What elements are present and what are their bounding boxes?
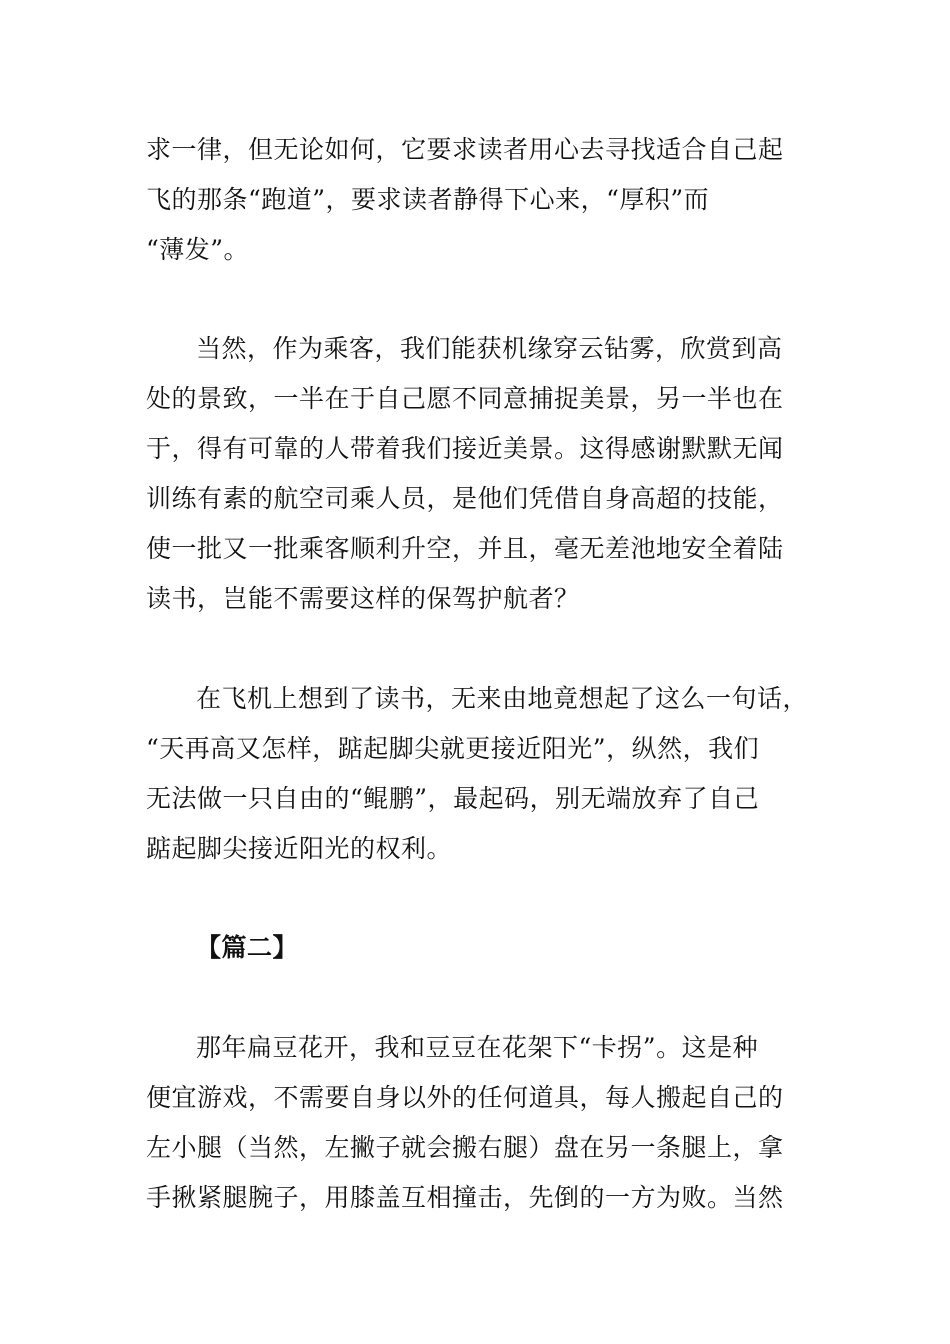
paragraph-1-line-1: 求一律，但无论如何，它要求读者用心去寻找适合自己起 bbox=[146, 135, 784, 164]
paragraph-2-line-1: 当然，作为乘客，我们能获机缘穿云钻雾，欣赏到高 bbox=[196, 334, 783, 363]
section-paragraph-line-4: 手揪紧腿腕子，用膝盖互相撞击，先倒的一方为败。当然 bbox=[146, 1183, 784, 1212]
paragraph-3-line-1: 在飞机上想到了读书，无来由地竟想起了这么一句话， bbox=[196, 684, 809, 713]
paragraph-1-line-2: 飞的那条“跑道”，要求读者静得下心来，“厚积”而 bbox=[146, 185, 710, 214]
paragraph-3-line-2: “天再高又怎样，踮起脚尖就更接近阳光”，纵然，我们 bbox=[146, 734, 760, 763]
paragraph-3-line-4: 踮起脚尖接近阳光的权利。 bbox=[146, 834, 453, 863]
paragraph-3-line-3: 无法做一只自由的“鲲鹏”，最起码，别无端放弃了自己 bbox=[146, 784, 760, 813]
section-heading: 【篇二】 bbox=[196, 933, 299, 962]
section-paragraph-line-1: 那年扁豆花开，我和豆豆在花架下“卡拐”。这是种 bbox=[196, 1033, 759, 1062]
paragraph-2-line-6: 读书，岂能不需要这样的保驾护航者？ bbox=[146, 584, 580, 613]
section-paragraph-line-3: 左小腿（当然，左撇子就会搬右腿）盘在另一条腿上，拿 bbox=[146, 1133, 784, 1162]
paragraph-2-line-2: 处的景致，一半在于自己愿不同意捕捉美景，另一半也在 bbox=[146, 384, 784, 413]
paragraph-2-line-5: 使一批又一批乘客顺利升空，并且，毫无差池地安全着陆 bbox=[146, 534, 784, 563]
paragraph-2-line-3: 于，得有可靠的人带着我们接近美景。这得感谢默默无闻 bbox=[146, 434, 784, 463]
paragraph-2-line-4: 训练有素的航空司乘人员，是他们凭借自身高超的技能， bbox=[146, 484, 784, 513]
paragraph-1-line-3: “薄发”。 bbox=[146, 235, 250, 264]
section-paragraph-line-2: 便宜游戏，不需要自身以外的任何道具，每人搬起自己的 bbox=[146, 1083, 784, 1112]
